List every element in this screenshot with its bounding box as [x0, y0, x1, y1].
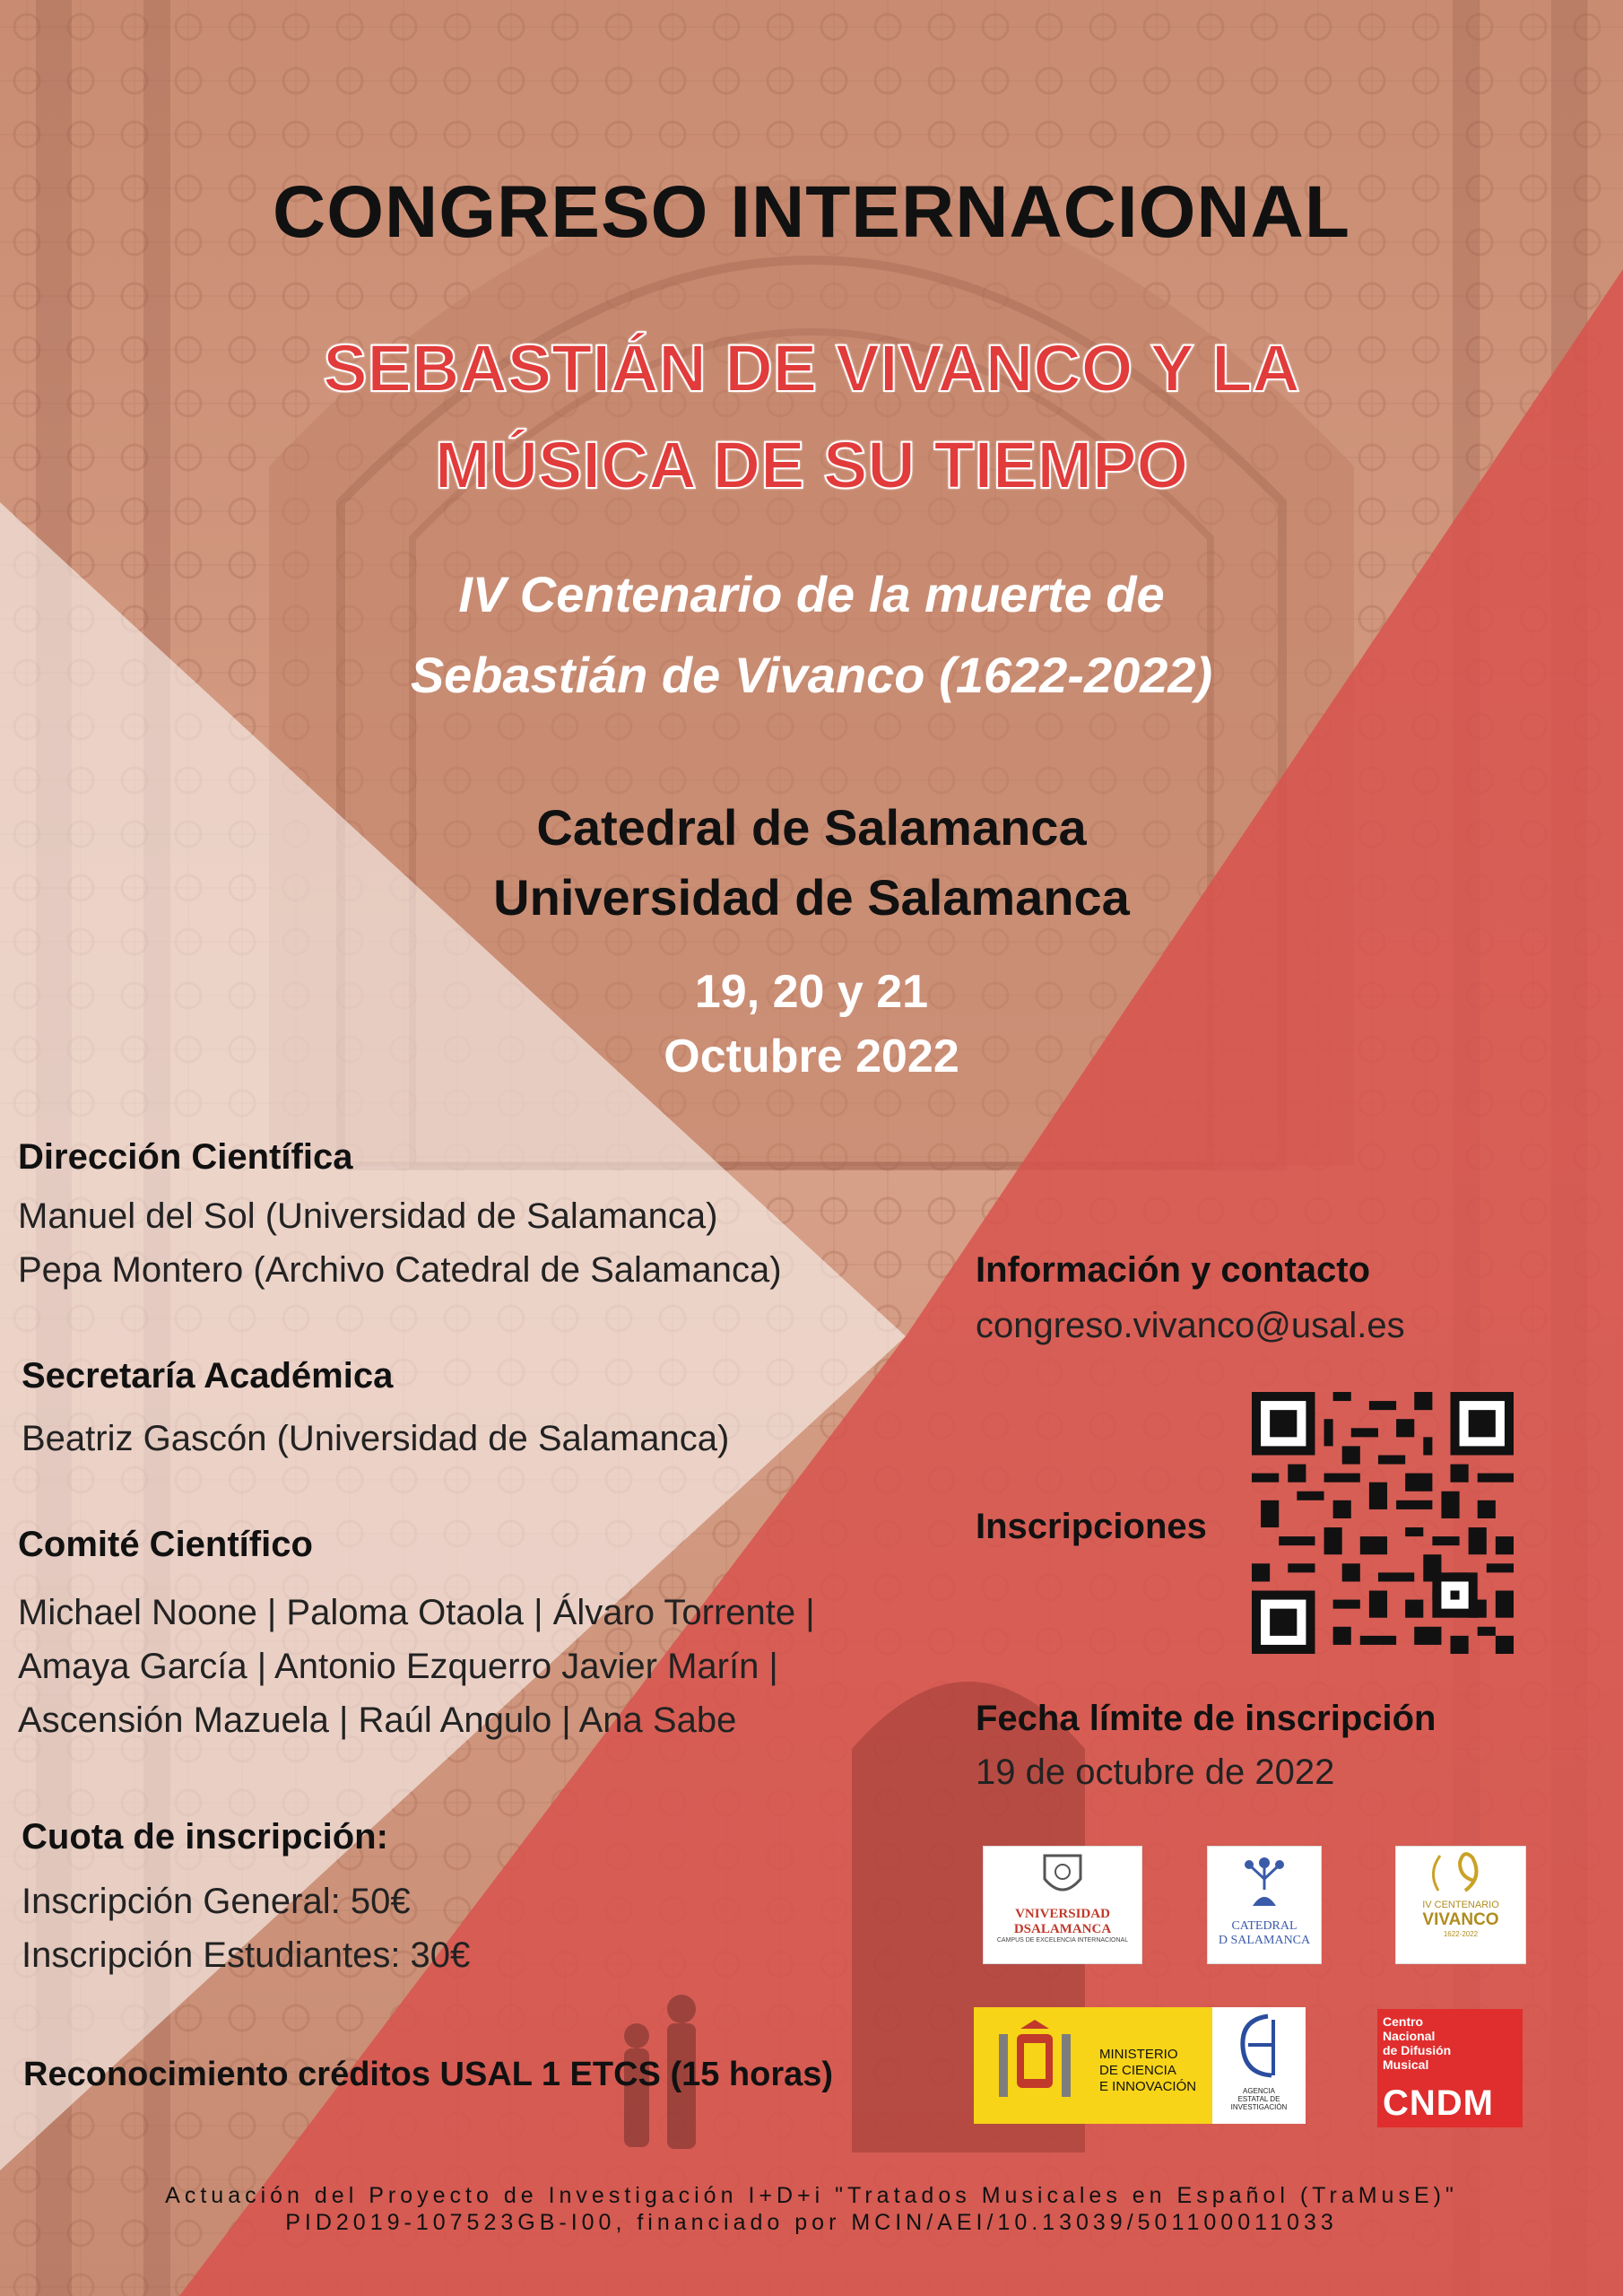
venue-line2: Universidad de Salamanca	[493, 869, 1130, 926]
cndm-line-1: Centro	[1383, 2014, 1424, 2029]
agencia-line-2: ESTATAL DE	[1237, 2095, 1280, 2103]
direccion-line-1: Manuel del Sol (Universidad de Salamanca)	[18, 1196, 718, 1236]
footer-line-2: PID2019-107523GB-I00, financiado por MCIN/AEI/10.13039/501100011033	[285, 2210, 1338, 2235]
tagline-line1: IV Centenario de la muerte de	[458, 566, 1165, 622]
cuota-general: Inscripción General: 50€	[22, 1882, 411, 1921]
vivanco-line-3: 1622-2022	[1443, 1930, 1479, 1938]
agencia-line-1: AGENCIA	[1242, 2087, 1275, 2095]
comite-line-2: Amaya García | Antonio Ezquerro Javier Marín |	[18, 1647, 778, 1686]
congress-title: CONGRESO INTERNACIONAL	[273, 171, 1350, 253]
direccion-heading: Dirección Científica	[18, 1137, 353, 1177]
footer-line-1: Actuación del Proyecto de Investigación I+D+i "Tratados Musicales en Español (TraMusE)"	[165, 2183, 1458, 2208]
ministerio-ciencia-logo	[974, 2007, 1306, 2124]
secretaria-heading: Secretaría Académica	[22, 1356, 394, 1396]
catedral-name-1: CATEDRAL	[1231, 1919, 1298, 1933]
ministerio-line-2: DE CIENCIA	[1099, 2063, 1176, 2078]
cndm-logo	[1377, 2009, 1523, 2127]
catedral-salamanca-logo	[1207, 1846, 1322, 1964]
vivanco-line-1: IV CENTENARIO	[1422, 1900, 1499, 1910]
tagline-line2: Sebastián de Vivanco (1622-2022)	[410, 647, 1213, 703]
creditos-note: Reconocimiento créditos USAL 1 ETCS (15 horas)	[23, 2056, 834, 2093]
cndm-line-3: de Difusión	[1383, 2043, 1452, 2057]
comite-line-3: Ascensión Mazuela | Raúl Angulo | Ana Sabe	[18, 1700, 737, 1740]
cuota-heading: Cuota de inscripción:	[22, 1817, 388, 1857]
cndm-line-2: Nacional	[1383, 2029, 1436, 2043]
universidad-salamanca-logo	[983, 1846, 1142, 1964]
ministerio-line-3: E INNOVACIÓN	[1099, 2079, 1197, 2094]
catedral-name-2: D SALAMANCA	[1218, 1934, 1311, 1947]
date-month-year: Octubre 2022	[664, 1031, 959, 1083]
ministerio-line-1: MINISTERIO	[1099, 2047, 1178, 2062]
registration-qr-code[interactable]	[1252, 1392, 1514, 1654]
cuota-estudiantes: Inscripción Estudiantes: 30€	[22, 1935, 471, 1975]
info-heading: Información y contacto	[976, 1250, 1371, 1290]
cndm-line-4: Musical	[1383, 2057, 1429, 2072]
laurel-clef-icon	[1420, 1850, 1501, 1895]
comite-line-1: Michael Noone | Paloma Otaola | Álvaro Torrente |	[18, 1593, 815, 1632]
usal-name-1: VNIVERSIDAD	[1015, 1907, 1110, 1921]
flower-vase-icon	[1233, 1852, 1296, 1915]
inscripciones-label: Inscripciones	[976, 1507, 1207, 1546]
aei-logo-icon	[1232, 2011, 1286, 2083]
secretaria-line-1: Beatriz Gascón (Universidad de Salamanca)	[22, 1419, 730, 1458]
cndm-mark: CNDM	[1383, 2083, 1494, 2123]
usal-tagline: CAMPUS DE EXCELENCIA INTERNACIONAL	[996, 1937, 1129, 1944]
comite-heading: Comité Científico	[18, 1525, 313, 1564]
congress-subtitle-line2: MÚSICA DE SU TIEMPO	[434, 428, 1189, 502]
usal-crest-icon	[1036, 1852, 1089, 1902]
venue-line1: Catedral de Salamanca	[536, 799, 1087, 856]
iv-centenario-vivanco-logo	[1395, 1846, 1526, 1964]
congress-subtitle-line1: SEBASTIÁN DE VIVANCO Y LA	[323, 331, 1300, 405]
usal-name-2: DSALAMANCA	[1013, 1922, 1112, 1936]
agencia-line-3: INVESTIGACIÓN	[1230, 2103, 1288, 2111]
contact-email[interactable]: congreso.vivanco@usal.es	[976, 1306, 1405, 1345]
fecha-limite-value: 19 de octubre de 2022	[976, 1752, 1335, 1792]
direccion-line-2: Pepa Montero (Archivo Catedral de Salamanca)	[18, 1250, 782, 1290]
date-days: 19, 20 y 21	[694, 966, 929, 1018]
vivanco-line-2: VIVANCO	[1422, 1910, 1499, 1929]
fecha-limite-heading: Fecha límite de inscripción	[976, 1699, 1436, 1738]
spain-coat-of-arms-icon	[990, 2016, 1080, 2115]
